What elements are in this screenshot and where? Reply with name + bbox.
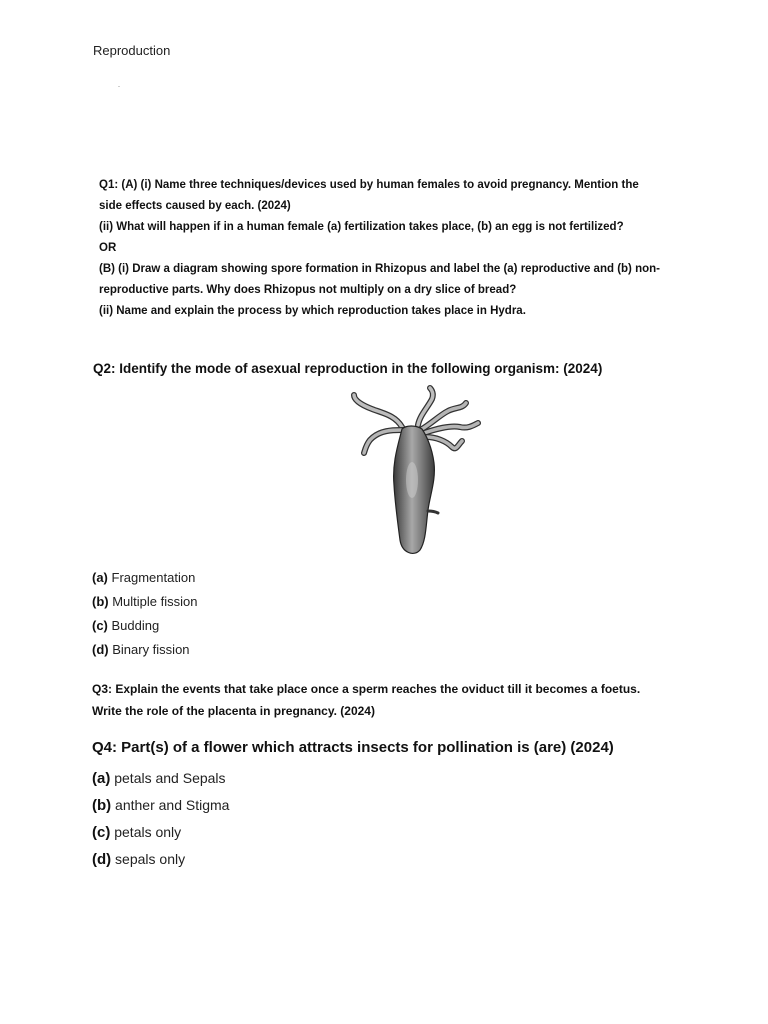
question-3 <box>92 678 712 722</box>
option-key: (a) <box>92 770 111 787</box>
option-key: (b) <box>92 594 109 609</box>
option-key: (a) <box>92 570 108 585</box>
q4-option[interactable] <box>92 792 229 819</box>
q4-options <box>92 765 229 873</box>
option-key: (c) <box>92 618 108 633</box>
q1-line: OR <box>99 242 117 254</box>
hydra-illustration <box>340 385 490 560</box>
q4-option[interactable] <box>92 765 229 792</box>
q3-line: Q3: Explain the events that take place once a sperm reaches the oviduct till it becomes a foetus. <box>92 682 641 696</box>
stray-mark <box>118 86 120 87</box>
page-header: Reproduction <box>93 43 171 58</box>
option-text: Binary fission <box>108 642 190 657</box>
option-text: anther and Stigma <box>111 797 230 813</box>
question-2: Q2: Identify the mode of asexual reproduction in the following organism: (2024) <box>93 361 603 376</box>
q3-line: Write the role of the placenta in pregnancy. (2024) <box>92 704 375 718</box>
q2-option[interactable] <box>92 638 197 662</box>
option-key: (b) <box>92 797 112 814</box>
q1-line: reproductive parts. Why does Rhizopus not multiply on a dry slice of bread? <box>99 284 517 296</box>
option-text: petals only <box>110 824 182 840</box>
q1-line: (B) (i) Draw a diagram showing spore formation in Rhizopus and label the (a) reproductive and (b) non- <box>99 263 660 275</box>
option-text: sepals only <box>111 851 186 867</box>
q2-option[interactable] <box>92 614 197 638</box>
option-text: Budding <box>107 618 160 633</box>
question-4: Q4: Part(s) of a flower which attracts insects for pollination is (are) (2024) <box>92 739 614 756</box>
q2-options <box>92 566 197 662</box>
option-key: (d) <box>92 851 112 868</box>
option-key: (c) <box>92 824 111 841</box>
option-text: Fragmentation <box>107 570 196 585</box>
q4-option[interactable] <box>92 846 229 873</box>
q2-option[interactable] <box>92 566 197 590</box>
option-text: petals and Sepals <box>110 770 226 786</box>
q4-option[interactable] <box>92 819 229 846</box>
q1-line: Q1: (A) (i) Name three techniques/devices used by human females to avoid pregnancy. Mention the <box>99 179 639 191</box>
q2-option[interactable] <box>92 590 197 614</box>
q1-line: (ii) Name and explain the process by which reproduction takes place in Hydra. <box>99 305 526 317</box>
q1-line: (ii) What will happen if in a human female (a) fertilization takes place, (b) an egg is not fertilized? <box>99 221 624 233</box>
option-key: (d) <box>92 642 109 657</box>
q1-line: side effects caused by each. (2024) <box>99 200 291 212</box>
option-text: Multiple fission <box>108 594 198 609</box>
question-1 <box>99 175 699 322</box>
